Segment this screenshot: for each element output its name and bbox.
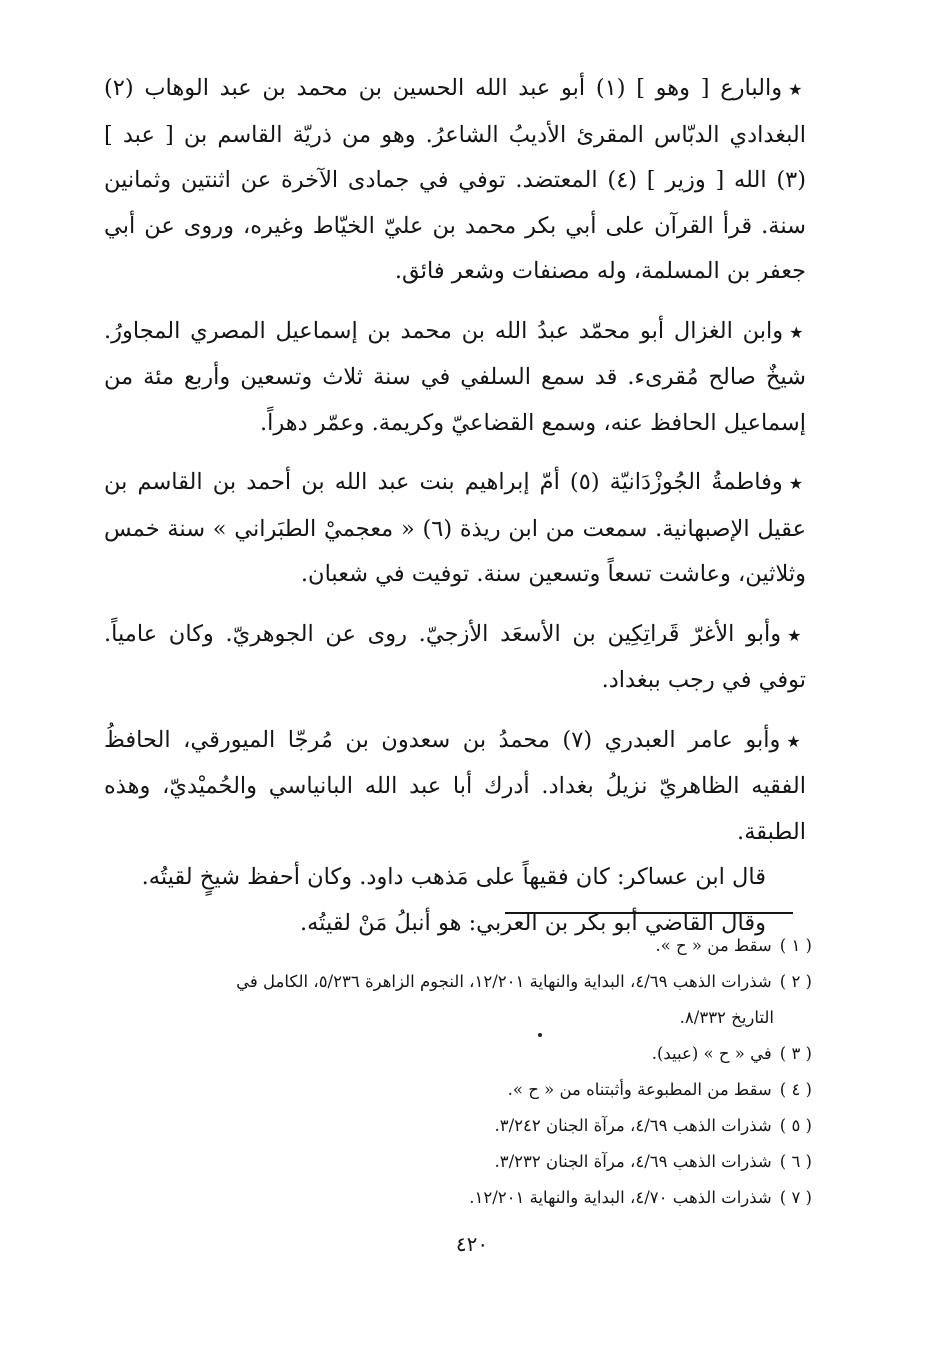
biography-entry bbox=[104, 612, 806, 704]
star-icon: ★ bbox=[787, 625, 806, 645]
entry-text: وفاطمةُ الجُوزْدَانيّة (٥) أمّ إبراهيم بنت عبد الله بن أحمد بن القاسم بن عقيل الإصبهانية. سمعت من ابن ريذة (٦) « معجميْ الطبَراني » سنة خمس وثلاثين، وعاشت تسعاً وتسعين سنة. توفيت في شعبان. bbox=[104, 469, 806, 587]
footnotes bbox=[104, 928, 812, 1216]
star-icon: ★ bbox=[788, 80, 806, 99]
footnote bbox=[104, 964, 812, 1036]
footnote bbox=[104, 1108, 812, 1144]
footnote-text: سقط من المطبوعة وأثبتناه من « ح ». bbox=[507, 1080, 772, 1099]
footnote bbox=[104, 928, 812, 964]
footnote-number: ( ٦ ) bbox=[779, 1152, 812, 1171]
biography-entry bbox=[104, 460, 806, 598]
footnote-text: في « ح » (عبيد). bbox=[651, 1044, 772, 1063]
biography-entry bbox=[104, 718, 806, 856]
footnote-continuation: التاريخ ٨/٣٣٢. bbox=[679, 1008, 774, 1027]
star-icon: ★ bbox=[786, 731, 806, 751]
entry-text: وأبو عامر العبدري (٧) محمدُ بن سعدون بن مُرجّا الميورقي، الحافظُ الفقيه الظاهريّ نزيلُ بغداد. أدرك أبا عبد الله البانياسي والحُميْديّ، وهذه الطبقة. bbox=[104, 726, 806, 845]
footnote-number: ( ٧ ) bbox=[779, 1188, 812, 1207]
footnote bbox=[104, 1180, 812, 1216]
footnote-text: شذرات الذهب ٤/٦٩، مرآة الجنان ٣/٢٣٢. bbox=[494, 1152, 772, 1171]
quotation-line: وقال القاضي أبو بكر بن العربي: هو أنبلُ مَنْ لقيتُه. bbox=[299, 909, 766, 936]
footnote-text: شذرات الذهب ٤/٦٩، البداية والنهاية ١٢/٢٠١، النجوم الزاهرة ٥/٢٣٦، الكامل في bbox=[236, 972, 772, 991]
footnote bbox=[104, 1072, 812, 1108]
ink-speck bbox=[538, 1033, 542, 1037]
entry-text: والبارع [ وهو ] (١) أبو عبد الله الحسين بن محمد بن عبد الوهاب (٢) البغدادي الدبّاس المقرئ الأديبُ الشاعرُ. وهو من ذريّة القاسم بن [ عبد ] (٣) الله [ وزير ] (٤) المعتضد. توفي في جمادى الآخرة عن اثنتين وثمانين سنة. قرأ القرآن على أبي بكر محمد بن عليّ الخيّاط وغيره، وروى عن أبي جعفر بن المسلمة، وله مصنفات وشعر فائق. bbox=[104, 75, 806, 284]
star-icon: ★ bbox=[789, 322, 806, 342]
footnote-text: سقط من « ح ». bbox=[655, 936, 772, 955]
footnote-number: ( ٣ ) bbox=[779, 1044, 812, 1063]
entry-text: وأبو الأغرّ قَراتِكِين بن الأسعَد الأزجيّ. روى عن الجوهريّ. وكان عامياً. توفي في رجب ببغداد. bbox=[104, 620, 806, 693]
biography-entry bbox=[104, 66, 806, 295]
footnote-number: ( ٢ ) bbox=[779, 972, 812, 991]
footnote-text: شذرات الذهب ٤/٧٠، البداية والنهاية ١٢/٢٠١. bbox=[469, 1188, 772, 1207]
footnote-number: ( ٤ ) bbox=[779, 1080, 812, 1099]
footnote-number: ( ٥ ) bbox=[779, 1116, 812, 1135]
biography-entry bbox=[104, 309, 806, 447]
footnote-number: ( ١ ) bbox=[779, 936, 812, 955]
main-text bbox=[104, 66, 806, 946]
page-number: ٤٢٠ bbox=[455, 1232, 489, 1256]
footnote bbox=[104, 1036, 812, 1072]
star-icon: ★ bbox=[788, 474, 806, 493]
footnote-text: شذرات الذهب ٤/٦٩، مرآة الجنان ٣/٢٤٢. bbox=[494, 1116, 772, 1135]
entry-text: وابن الغزال أبو محمّد عبدُ الله بن محمد بن إسماعيل المصري المجاورُ. شيخٌ صالح مُقرىء. قد سمع السلفي في سنة ثلاث وتسعين وأربع مئة من إسماعيل الحافظ عنه، وسمع القضاعيّ وكريمة. وعمّر دهراً. bbox=[104, 317, 806, 436]
footnote bbox=[104, 1144, 812, 1180]
quotation-line: قال ابن عساكر: كان فقيهاً على مَذهب داود. وكان أحفظ شيخٍ لقيتُه. bbox=[141, 864, 766, 890]
footnote-divider bbox=[505, 912, 793, 914]
